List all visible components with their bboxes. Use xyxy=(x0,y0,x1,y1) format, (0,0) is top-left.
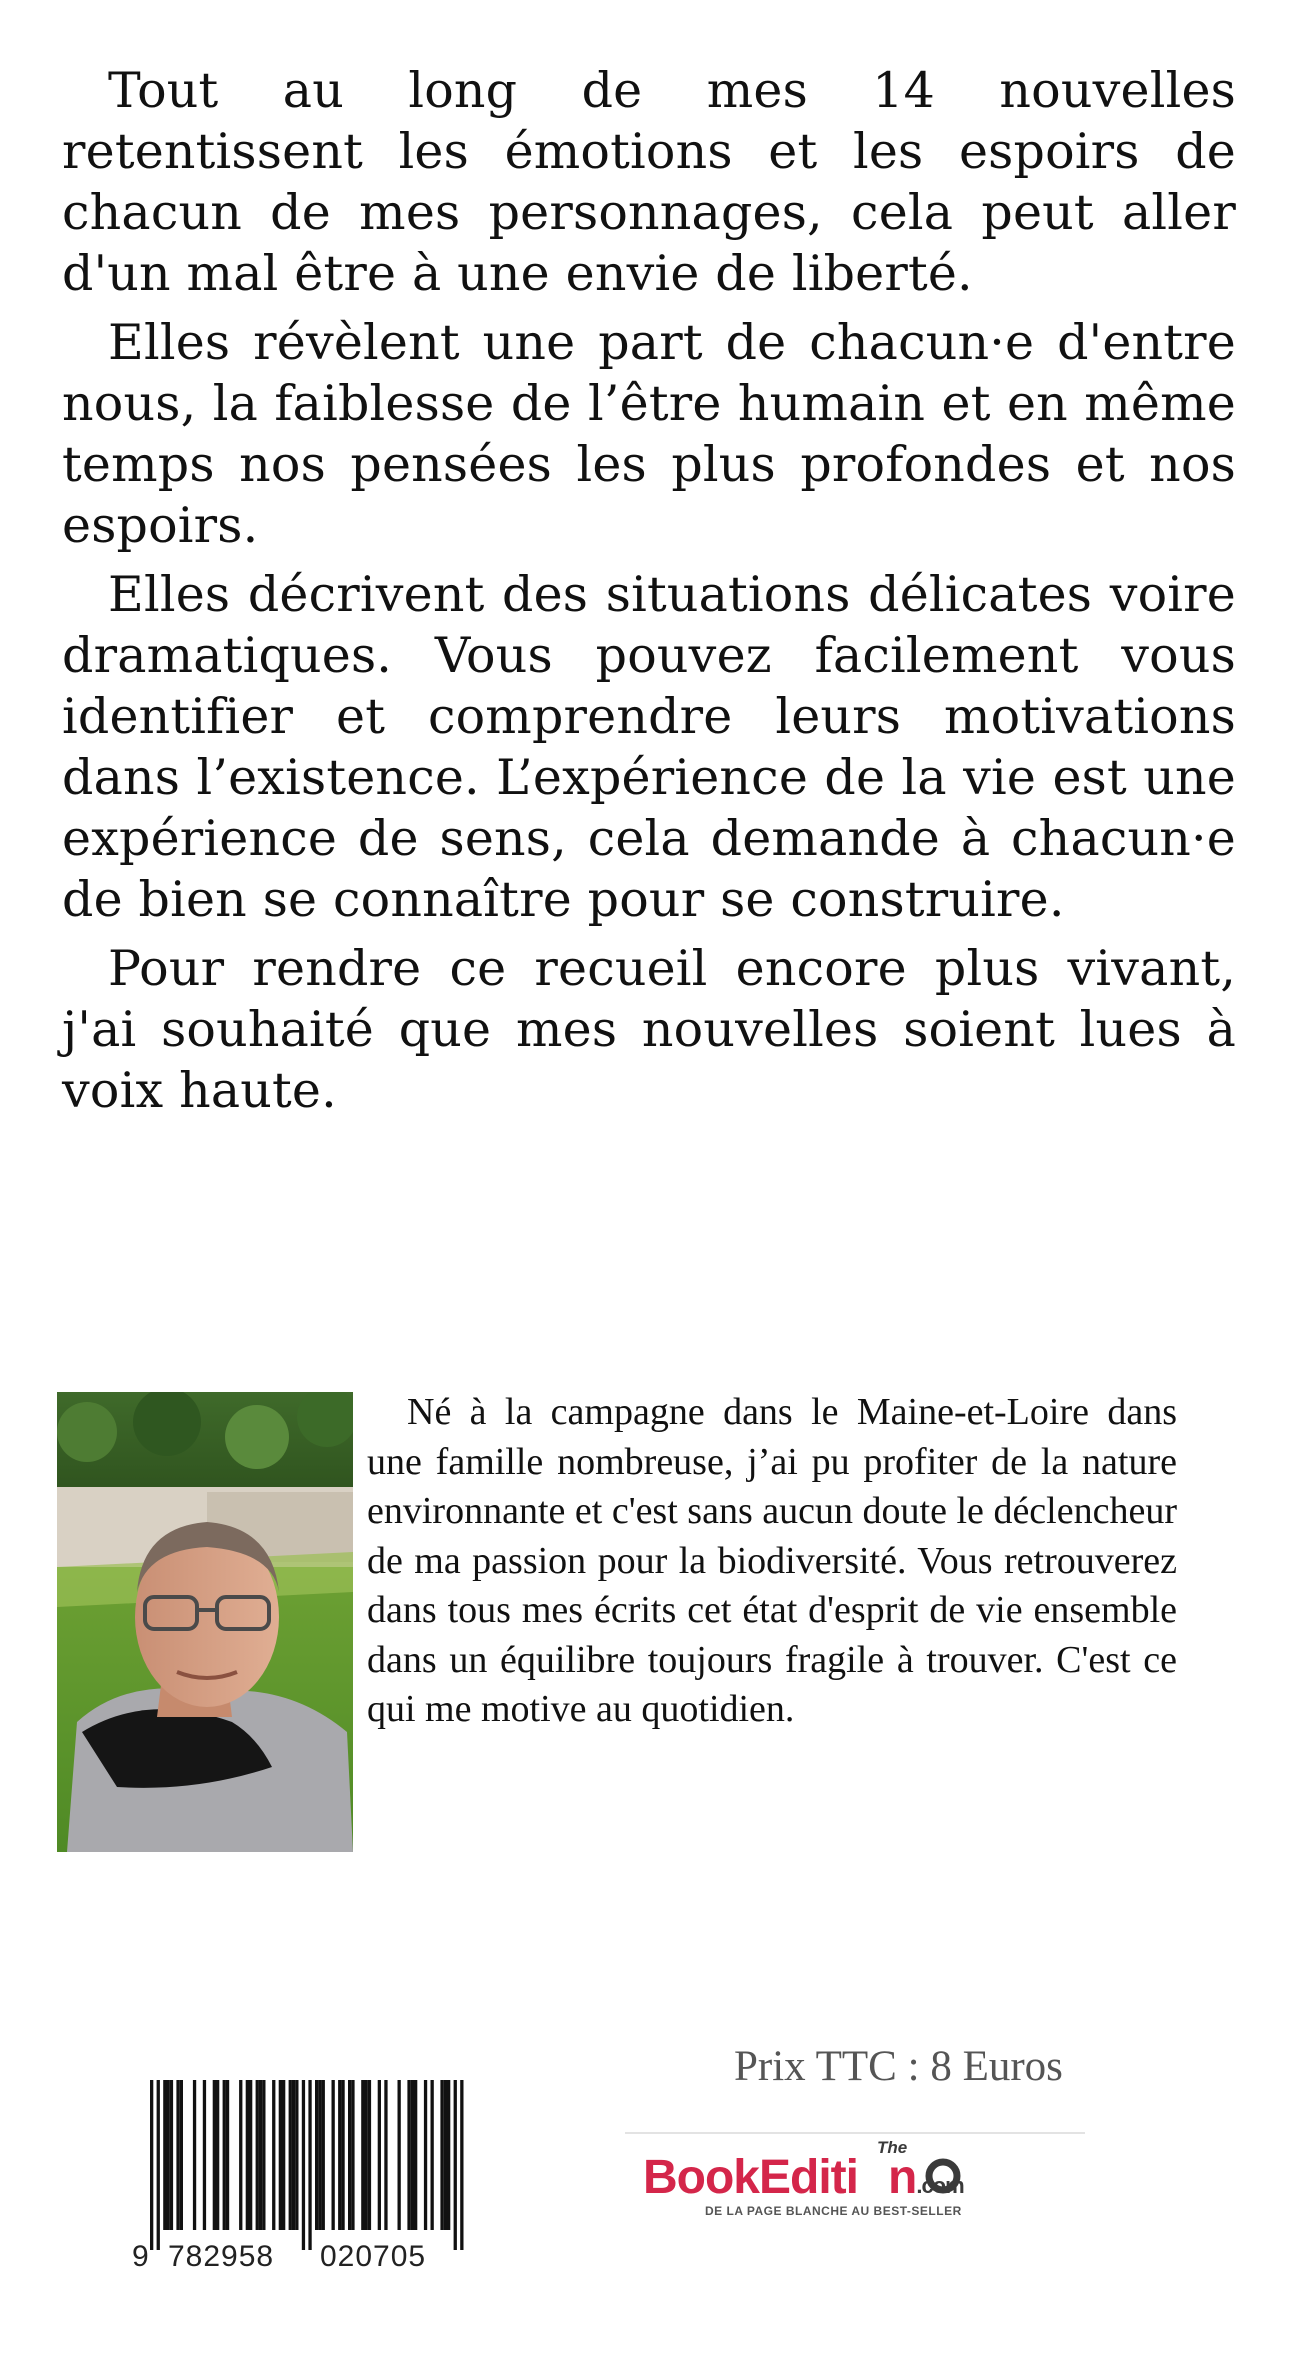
barcode-bar xyxy=(226,2080,229,2230)
publisher-logo-dotcom: .com xyxy=(916,2173,964,2198)
barcode-bar xyxy=(246,2080,249,2230)
barcode-bar xyxy=(193,2080,196,2230)
barcode-bars xyxy=(150,2080,464,2250)
barcode-bar xyxy=(351,2080,354,2230)
barcode-bar xyxy=(338,2080,341,2230)
barcode-bar xyxy=(431,2080,434,2230)
barcode-bar xyxy=(378,2080,381,2230)
barcode-bar xyxy=(384,2080,387,2230)
barcode-bar xyxy=(163,2080,166,2230)
barcode-bar xyxy=(398,2080,401,2230)
isbn-barcode xyxy=(128,2080,478,2272)
blurb-paragraph-3: Elles décrivent des situations délicates voire dramatiques. Vous pouvez facilement vous identifier et comprendre leurs motivations dans l’existence. L’expérience de la vie est une expérience de sens, cela demande à chacun·e de bien se connaître pour se construire. xyxy=(62,566,1236,928)
publisher-logo-the: The xyxy=(877,2138,908,2157)
barcode-right-digits: 020705 xyxy=(320,2240,427,2272)
barcode-bar xyxy=(348,2080,351,2230)
barcode-bar xyxy=(170,2080,173,2230)
publisher-logo-name-end: n xyxy=(888,2151,917,2204)
blurb-paragraph-2: Elles révèlent une part de chacun·e d'entre nous, la faiblesse de l’être humain et en même temps nos pensées les plus profondes et nos espoirs. xyxy=(62,314,1236,554)
blurb-paragraph-4: Pour rendre ce recueil encore plus vivant, j'ai souhaité que mes nouvelles soient lues à voix haute. xyxy=(62,940,1236,1119)
barcode-bar xyxy=(213,2080,216,2230)
barcode-bar xyxy=(282,2080,285,2230)
svg-text:BookEditin.com xyxy=(643,2151,964,2204)
barcode-bar xyxy=(318,2080,321,2230)
barcode-bar xyxy=(203,2080,206,2230)
barcode-bar xyxy=(279,2080,282,2230)
barcode-bar xyxy=(322,2080,325,2230)
blurb-paragraph-1: Tout au long de mes 14 nouvelles retentissent les émotions et les espoirs de chacun de mes personnages, cela peut aller d'un mal être à une envie de liberté. xyxy=(62,62,1236,302)
barcode-bar xyxy=(424,2080,427,2230)
barcode-bar xyxy=(249,2080,252,2230)
barcode-bar xyxy=(289,2080,292,2230)
barcode-bar xyxy=(167,2080,170,2230)
barcode-bar xyxy=(444,2080,447,2230)
barcode-bar xyxy=(332,2080,335,2230)
barcode-bar xyxy=(361,2080,364,2230)
barcode-bar xyxy=(315,2080,318,2230)
barcode-lead-digit: 9 xyxy=(132,2240,149,2272)
barcode-bar xyxy=(259,2080,262,2230)
barcode-bar xyxy=(407,2080,410,2230)
barcode-bar xyxy=(272,2080,275,2230)
author-photo xyxy=(57,1392,353,1852)
barcode-bar xyxy=(223,2080,226,2230)
barcode-bar xyxy=(216,2080,219,2230)
barcode-bar xyxy=(341,2080,344,2230)
barcode-bar xyxy=(262,2080,265,2230)
barcode-bar xyxy=(411,2080,414,2230)
publisher-logo-name: BookEditi xyxy=(643,2151,858,2204)
price-label: Prix TTC : 8 Euros xyxy=(734,2043,1063,2090)
barcode-bar xyxy=(150,2080,153,2250)
barcode-bar xyxy=(302,2080,305,2250)
barcode-bar xyxy=(256,2080,259,2230)
barcode-bar xyxy=(176,2080,179,2230)
barcode-bar xyxy=(180,2080,183,2230)
barcode-bar xyxy=(440,2080,443,2230)
barcode-bar xyxy=(368,2080,371,2230)
author-bio: Né à la campagne dans le Maine-et-Loire dans une famille nombreuse, j’ai pu profiter de la nature environnante et c'est sans aucun doute le déclencheur de ma passion pour la biodiversité. Vous retrouverez dans tous mes écrits cet état d'esprit de vie ensemble dans un équilibre toujours fragile à trouver. C'est ce qui me motive au quotidien. xyxy=(367,1391,1177,1730)
barcode-bar xyxy=(295,2080,298,2230)
publisher-logo xyxy=(625,2131,1085,2227)
barcode-bar xyxy=(157,2080,160,2250)
barcode-bar xyxy=(292,2080,295,2230)
publisher-tagline: DE LA PAGE BLANCHE AU BEST-SELLER xyxy=(705,2204,962,2218)
barcode-bar xyxy=(414,2080,417,2230)
barcode-left-digits: 782958 xyxy=(168,2240,275,2272)
barcode-bar xyxy=(454,2080,457,2250)
barcode-bar xyxy=(239,2080,242,2230)
barcode-bar xyxy=(447,2080,450,2230)
barcode-bar xyxy=(308,2080,311,2250)
back-cover-blurb xyxy=(62,60,1236,1129)
barcode-bar xyxy=(460,2080,463,2250)
barcode-bar xyxy=(365,2080,368,2230)
